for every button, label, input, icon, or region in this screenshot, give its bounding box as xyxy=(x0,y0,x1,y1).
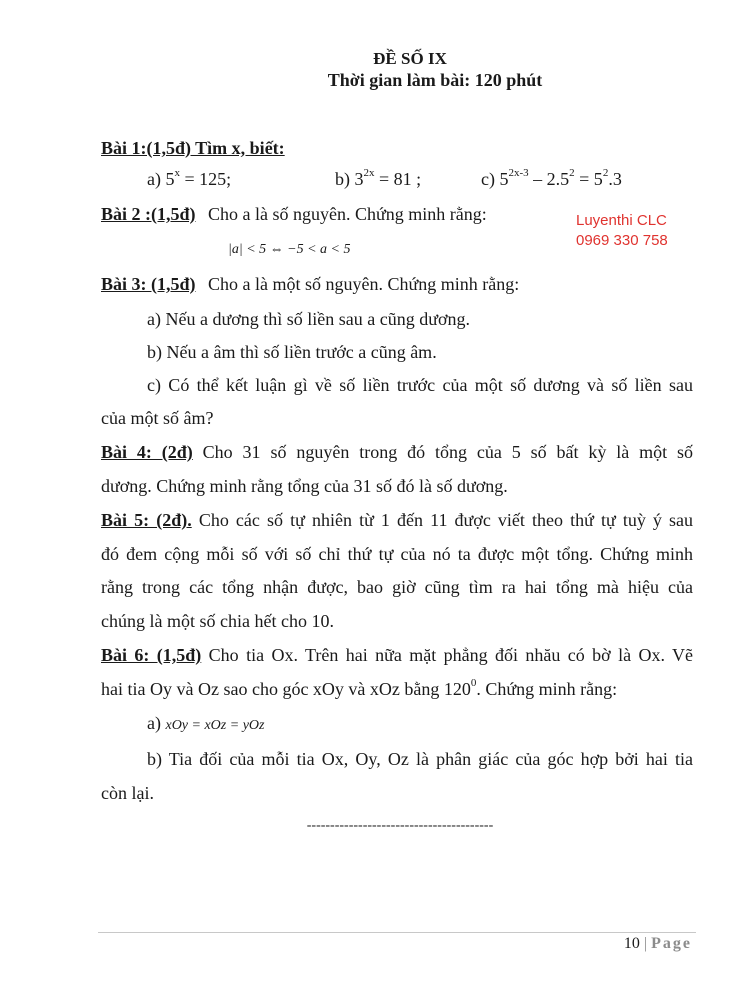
bai6-part-a xyxy=(147,712,693,737)
bai6-part-a-label: a) xyxy=(147,713,166,733)
bai3-label: Bài 3: (1,5đ) xyxy=(101,274,196,294)
bai4-line1 xyxy=(101,441,693,463)
bai1-part-a: a) $5^x = 125$; xyxy=(147,167,232,189)
page-footer xyxy=(624,935,692,953)
bai5-line1 xyxy=(101,509,693,531)
bai2-formula: |a| < 5 ⇔ −5 < a < 5 xyxy=(228,242,351,257)
bai6-part-b-line1: b) Tia đối của mỗi tia Ox, Oy, Oz là phân giác của góc hợp bởi hai tia xyxy=(147,749,693,769)
bai3-part-b: b) Nếu a âm thì số liền trước a cũng âm. xyxy=(147,342,437,362)
bai4-text: Cho 31 số nguyên trong đó tổng của 5 số bất kỳ là một số xyxy=(202,442,694,462)
watermark-name: Luyenthi CLC xyxy=(576,212,667,229)
bai5-line3: rằng trong các tổng nhận được, bao giờ cũng tìm ra hai tổng mà hiệu của xyxy=(101,577,693,597)
bai6-part-a-formula: xOy = xOz = yOz xyxy=(165,718,265,733)
bai1-part-b: b) $3^{2x} = 81$ ; xyxy=(335,167,422,189)
bai3-text: Cho a là một số nguyên. Chứng minh rằng: xyxy=(208,274,520,294)
bai2-label: Bài 2 :(1,5đ) xyxy=(101,204,196,224)
page-label: Page xyxy=(651,935,692,952)
end-divider: ---------------------------------------- xyxy=(306,818,494,833)
bai6-label: Bài 6: (1,5đ) xyxy=(101,645,202,665)
bai6-part-b-line2: còn lại. xyxy=(101,783,154,803)
bai2-text: Cho a là số nguyên. Chứng minh rằng: xyxy=(208,204,487,224)
bai6-text: Cho tia Ox. Trên hai nữa mặt phẳng đối nhău có bờ là Ox. Vẽ xyxy=(208,645,693,665)
exam-duration: Thời gian làm bài: 120 phút xyxy=(327,70,543,90)
watermark-phone: 0969 330 758 xyxy=(576,232,668,249)
bai5-text: Cho các số tự nhiên từ 1 đến 11 được viết theo thứ tự tuỳ ý sau xyxy=(198,510,694,530)
bai3-statement xyxy=(101,273,693,295)
bai3-part-c-line2: của một số âm? xyxy=(101,408,214,428)
bai6-line1 xyxy=(101,644,693,666)
page-number: 10 xyxy=(623,935,640,952)
bai5-label: Bài 5: (2đ). xyxy=(101,510,192,530)
bai5-line4: chúng là một số chia hết cho 10. xyxy=(101,611,334,631)
watermark xyxy=(576,211,668,251)
bai1-label: Bài 1:(1,5đ) Tìm x, biết: xyxy=(101,138,285,158)
bai3-part-a: a) Nếu a dương thì số liền sau a cũng dương. xyxy=(147,309,470,329)
bai3-part-c-line1: c) Có thể kết luận gì về số liền trước của một số dương và số liền sau xyxy=(147,375,693,395)
bai1-part-c: c) $5^{2x-3} - 2.5^2 = 5^2.3$ xyxy=(481,167,622,189)
page-separator: | xyxy=(639,935,652,952)
bai4-line2: dương. Chứng minh rằng tổng của 31 số đó là số dương. xyxy=(101,476,508,496)
bai5-line2: đó đem cộng mỗi số với số chỉ thứ tự của nó ta được một tổng. Chứng minh xyxy=(101,544,693,564)
bai4-label: Bài 4: (2đ) xyxy=(101,442,193,462)
bai6-line2: hai tia Oy và Oz sao cho góc xOy và xOz bằng $120^0$. Chứng minh rằng: xyxy=(101,677,618,699)
bai2-formula-line xyxy=(228,236,528,261)
exam-title: ĐỀ SỐ IX xyxy=(373,49,447,68)
bai1-heading xyxy=(101,137,693,159)
footer-rule xyxy=(98,932,696,933)
